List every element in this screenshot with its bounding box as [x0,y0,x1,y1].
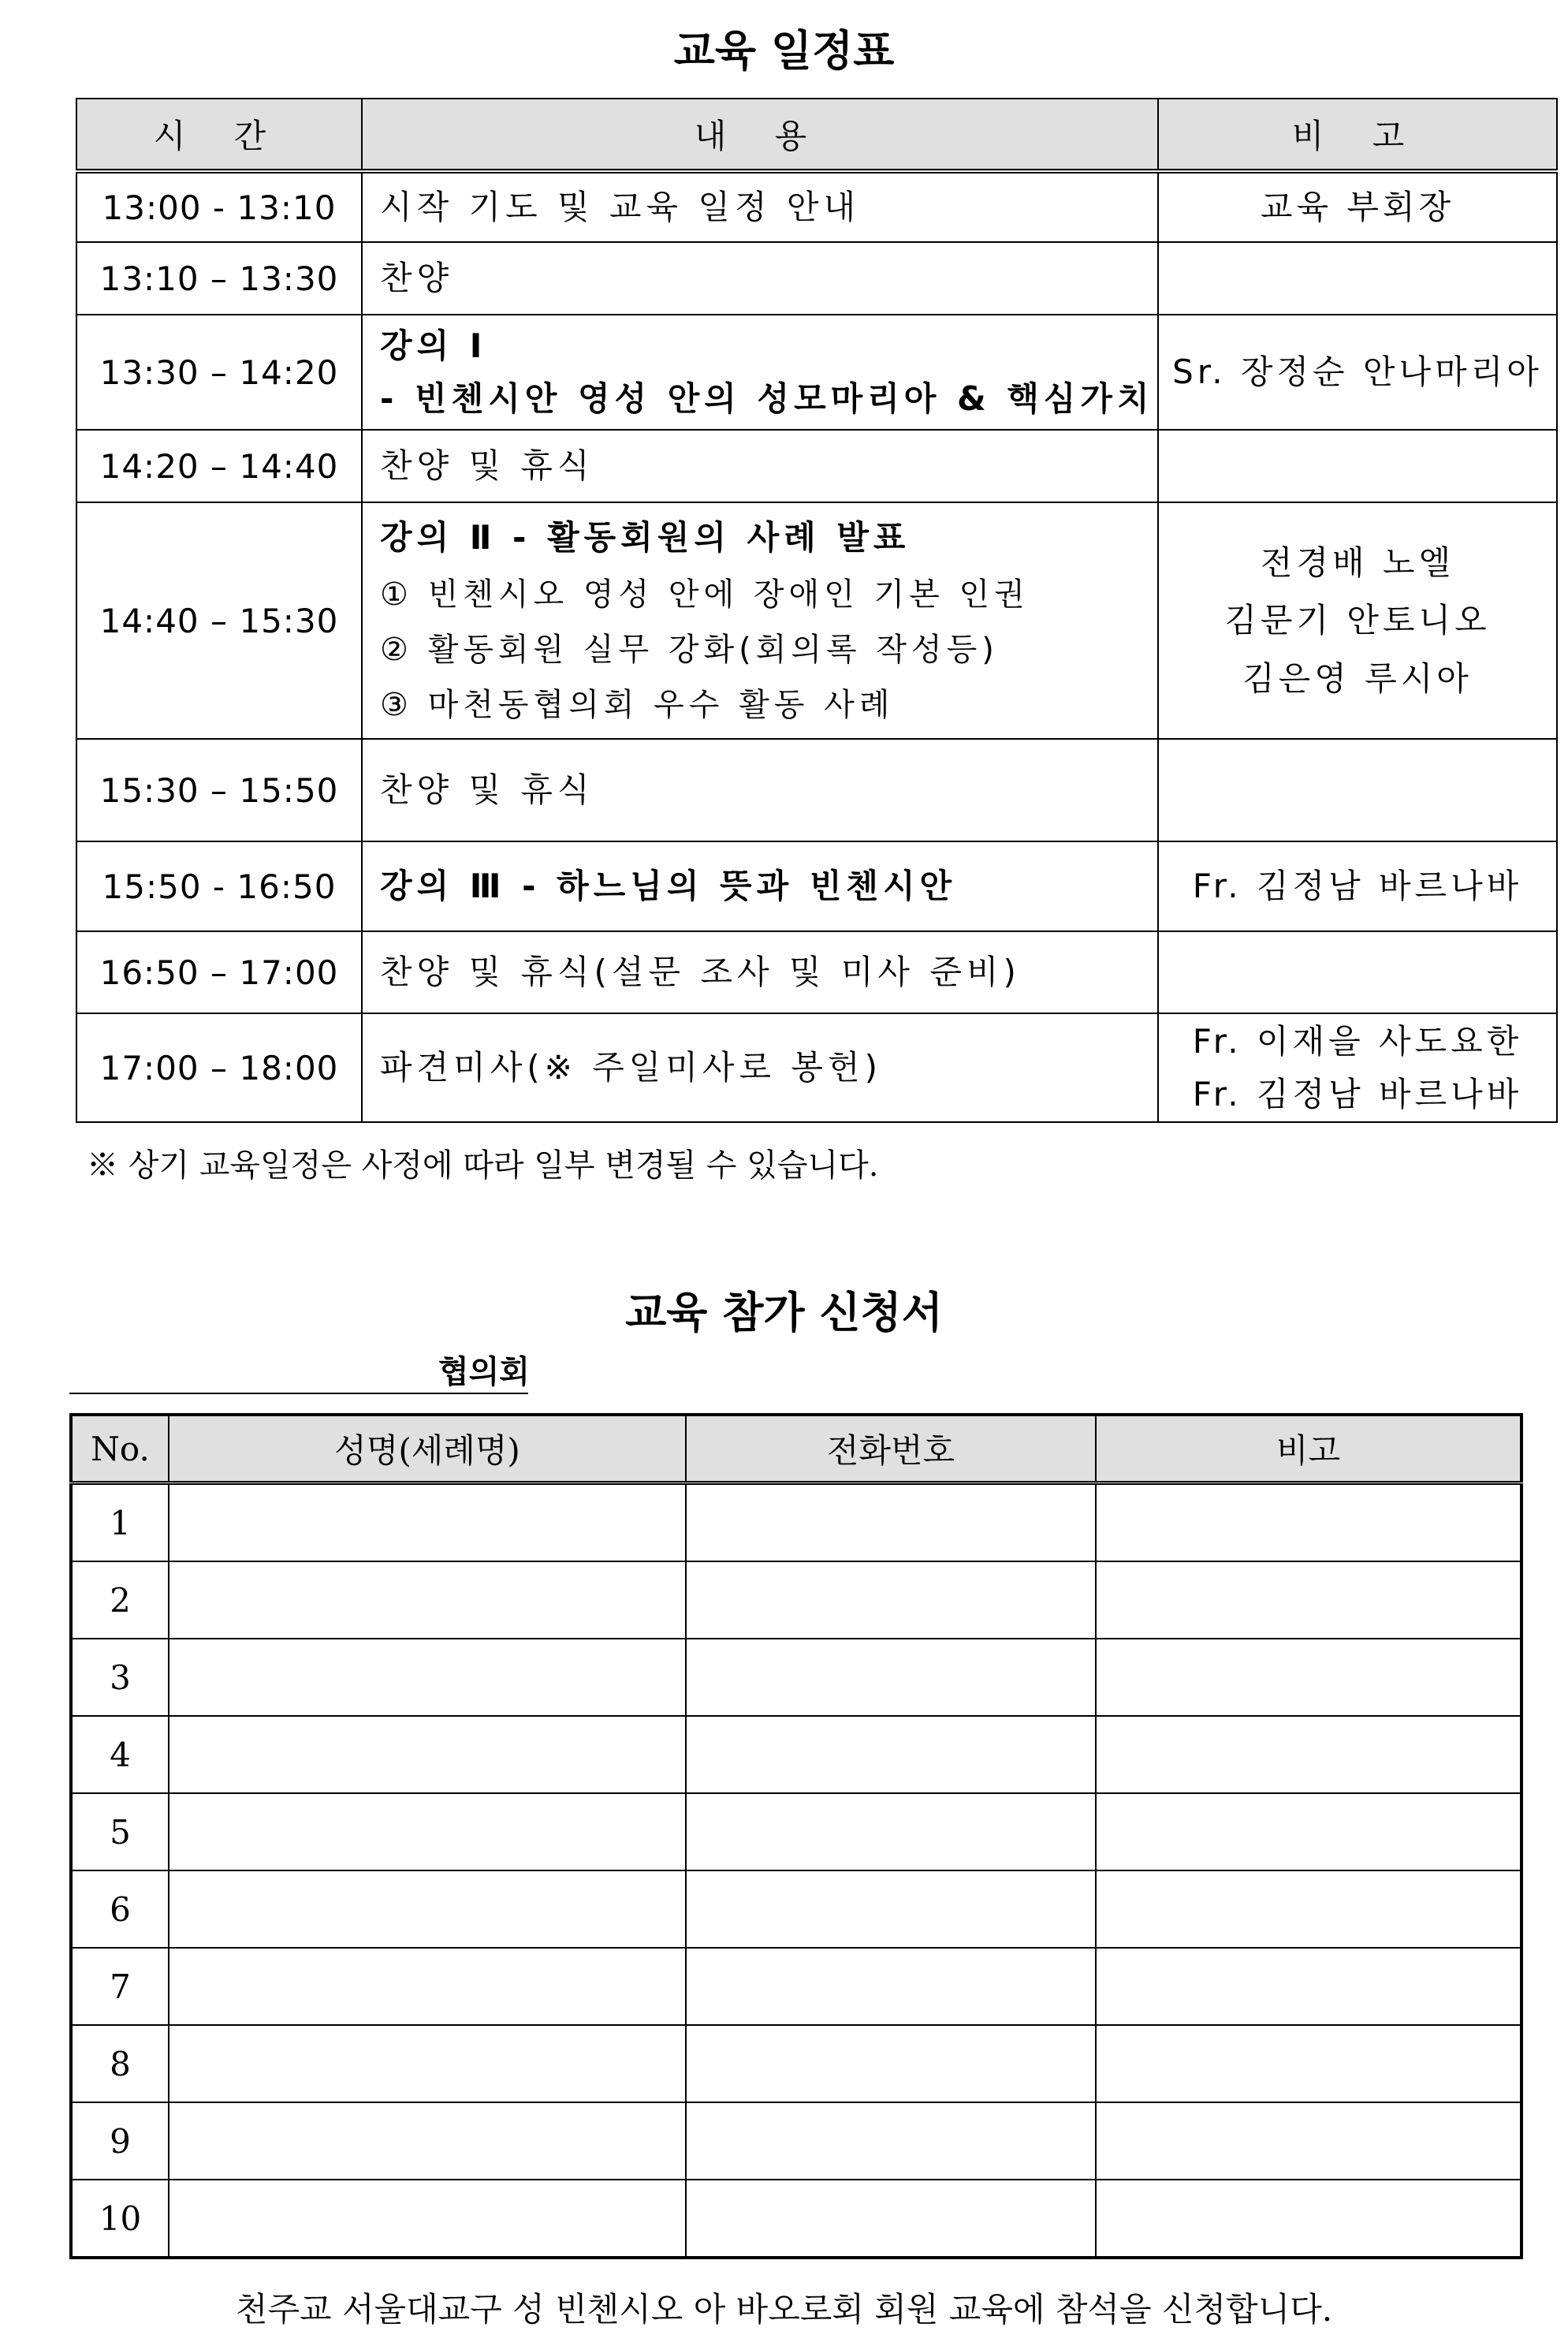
phone-field[interactable] [686,1639,1096,1716]
phone-field[interactable] [686,1483,1096,1562]
table-row [76,841,1557,931]
content-cell: 파견미사(※ 주일미사로 봉헌) [362,1013,1158,1122]
content-cell: 강의 Ⅱ - 활동회원의 사례 발표 ① 빈첸시오 영성 안에 장애인 기본 인권 ② 활동회원 실무 강화(회의록 작성등) ③ 마천동협의회 우수 활동 사례 [362,502,1158,739]
row-number: 6 [71,1870,169,1948]
table-row [76,739,1557,841]
note-cell [1158,931,1557,1013]
row-number: 1 [71,1483,169,1562]
table-row [71,1870,1521,1948]
remarks-field[interactable] [1096,1716,1521,1793]
remarks-field[interactable] [1096,1483,1521,1562]
phone-field[interactable] [686,1716,1096,1793]
table-row [71,1948,1521,2025]
application-form-table [69,1413,1523,2259]
name-field[interactable] [169,1561,686,1639]
table-row [71,1639,1521,1716]
content-cell: 찬양 및 휴식 [362,739,1158,841]
table-row [76,931,1557,1013]
note-cell: 전경배 노엘 김문기 안토니오 김은영 루시아 [1158,502,1557,739]
remarks-field[interactable] [1096,2025,1521,2102]
table-row [76,502,1557,739]
header-remarks: 비고 [1096,1415,1521,1483]
phone-field[interactable] [686,1870,1096,1948]
content-cell: 시작 기도 및 교육 일정 안내 [362,171,1158,242]
content-cell: 찬양 및 휴식 [362,430,1158,502]
row-number: 9 [71,2102,169,2180]
schedule-table [76,98,1558,1123]
time-cell: 17:00 – 18:00 [76,1013,362,1122]
council-name-line[interactable] [69,1393,528,1394]
table-row [71,1561,1521,1639]
time-cell: 13:10 – 13:30 [76,242,362,315]
time-cell: 13:00 - 13:10 [76,171,362,242]
name-field[interactable] [169,1639,686,1716]
content-cell: 강의 Ⅰ - 빈첸시안 영성 안의 성모마리아 & 핵심가치 [362,315,1158,430]
row-number: 5 [71,1793,169,1870]
table-row [76,1013,1557,1122]
table-row [71,1483,1521,1562]
content-cell: 찬양 [362,242,1158,315]
name-field[interactable] [169,2025,686,2102]
phone-field[interactable] [686,1793,1096,1870]
row-number: 10 [71,2180,169,2258]
time-cell: 14:20 – 14:40 [76,430,362,502]
header-content: 내 용 [362,99,1158,171]
name-field[interactable] [169,2102,686,2180]
table-row [71,2180,1521,2258]
header-name: 성명(세례명) [169,1415,686,1483]
name-field[interactable] [169,1716,686,1793]
row-number: 7 [71,1948,169,2025]
table-row [76,242,1557,315]
table-row [76,430,1557,502]
header-time: 시 간 [76,99,362,171]
note-cell [1158,242,1557,315]
form-header-row [71,1415,1521,1483]
time-cell: 14:40 – 15:30 [76,502,362,739]
row-number: 3 [71,1639,169,1716]
phone-field[interactable] [686,1561,1096,1639]
table-row [71,2025,1521,2102]
remarks-field[interactable] [1096,2180,1521,2258]
form-title: 교육 참가 신청서 [625,1288,943,1337]
name-field[interactable] [169,1870,686,1948]
header-note: 비 고 [1158,99,1557,171]
time-cell: 15:30 – 15:50 [76,739,362,841]
content-cell: 강의 Ⅲ - 하느님의 뜻과 빈첸시안 [362,841,1158,931]
table-row [71,2102,1521,2180]
time-cell: 16:50 – 17:00 [76,931,362,1013]
note-cell: 교육 부회장 [1158,171,1557,242]
phone-field[interactable] [686,2025,1096,2102]
content-cell: 찬양 및 휴식(설문 조사 및 미사 준비) [362,931,1158,1013]
header-phone: 전화번호 [686,1415,1096,1483]
footer-statement: 천주교 서울대교구 성 빈첸시오 아 바오로회 회원 교육에 참석을 신청합니다. [235,2290,1333,2329]
note-cell: Sr. 장정순 안나마리아 [1158,315,1557,430]
phone-field[interactable] [686,1948,1096,2025]
phone-field[interactable] [686,2180,1096,2258]
schedule-header-row [76,99,1557,171]
time-cell: 13:30 – 14:20 [76,315,362,430]
phone-field[interactable] [686,2102,1096,2180]
remarks-field[interactable] [1096,1639,1521,1716]
schedule-disclaimer: ※ 상기 교육일정은 사정에 따라 일부 변경될 수 있습니다. [87,1147,879,1184]
row-number: 8 [71,2025,169,2102]
remarks-field[interactable] [1096,1561,1521,1639]
note-cell: Fr. 이재을 사도요한 Fr. 김정남 바르나바 [1158,1013,1557,1122]
remarks-field[interactable] [1096,1870,1521,1948]
name-field[interactable] [169,2180,686,2258]
time-cell: 15:50 - 16:50 [76,841,362,931]
row-number: 2 [71,1561,169,1639]
note-cell [1158,430,1557,502]
table-row [71,1716,1521,1793]
remarks-field[interactable] [1096,1793,1521,1870]
header-no: No. [71,1415,169,1483]
table-row [76,171,1557,242]
council-label: 협의회 [438,1353,530,1390]
note-cell [1158,739,1557,841]
table-row [76,315,1557,430]
name-field[interactable] [169,1793,686,1870]
remarks-field[interactable] [1096,1948,1521,2025]
name-field[interactable] [169,1948,686,2025]
name-field[interactable] [169,1483,686,1562]
schedule-title: 교육 일정표 [673,26,895,76]
row-number: 4 [71,1716,169,1793]
table-row [71,1793,1521,1870]
remarks-field[interactable] [1096,2102,1521,2180]
note-cell: Fr. 김정남 바르나바 [1158,841,1557,931]
